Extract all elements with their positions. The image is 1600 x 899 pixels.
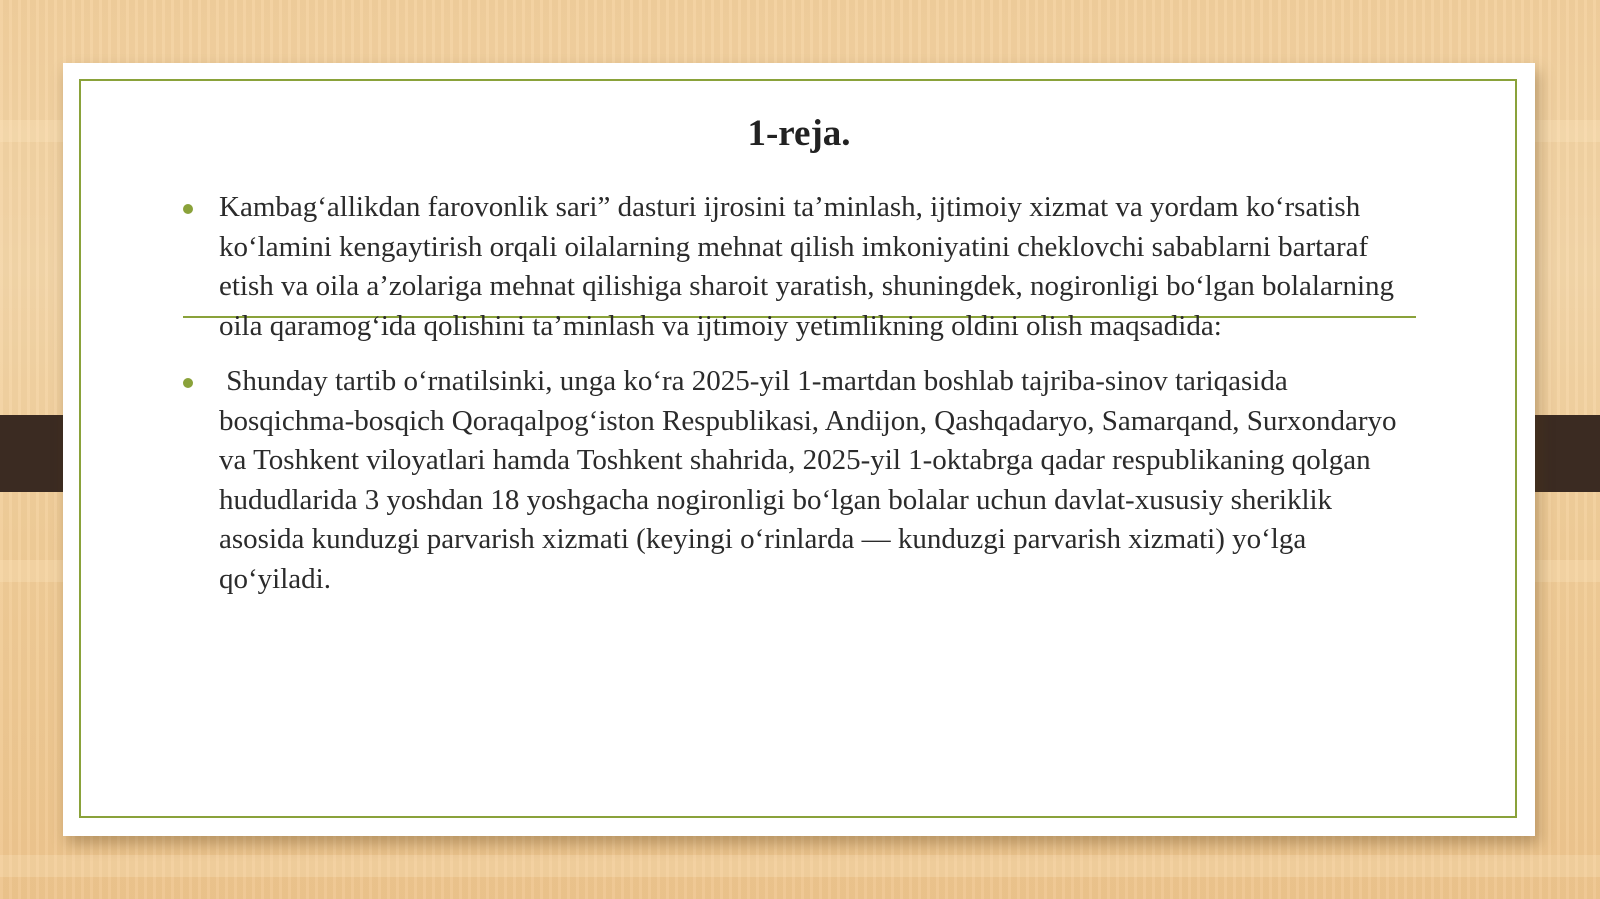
bullet-item	[182, 362, 1402, 599]
bullet-list	[182, 188, 1402, 615]
slide-title: 1-reja.	[747, 113, 851, 154]
bullet-text: Kambag‘allikdan farovonlik sari” dasturi ijrosini ta’minlash, ijtimoiy xizmat va yordam ko‘rsatish ko‘lamini kengaytirish orqali oilalarning mehnat qilish imkoniyatini cheklovchi sabablarni bartaraf etish va oila a’zolariga mehnat qilishiga sharoit yaratish, shuningdek, nogironligi bo‘lgan bolalarning oila qaramog‘ida qolishini ta’minlash va ijtimoiy yetimlikning oldini olish maqsadida:	[219, 191, 1395, 342]
bullet-text: Shunday tartib o‘rnatilsinki, unga ko‘ra 2025-yil 1-martdan boshlab tajriba-sinov tariqasida bosqichma-bosqich Qoraqalpog‘iston Respublikasi, Andijon, Qashqadaryo, Samarqand, Surxondaryo va Toshkent viloyatlari hamda Toshkent shahrida, 2025-yil 1-oktabrga qadar respublikaning qolgan hududlarida 3 yoshdan 18 yoshgacha nogironligi bo‘lgan bolalar uchun davlat-xususiy sheriklik asosida kunduzgi parvarish xizmati (keyingi o‘rinlarda — kunduzgi parvarish xizmati) yo‘lga qo‘yiladi.	[219, 365, 1404, 595]
bullet-dot-icon	[183, 378, 193, 388]
bullet-item	[182, 188, 1402, 346]
bullet-dot-icon	[183, 204, 193, 214]
wood-grain-stripe	[0, 855, 1600, 877]
